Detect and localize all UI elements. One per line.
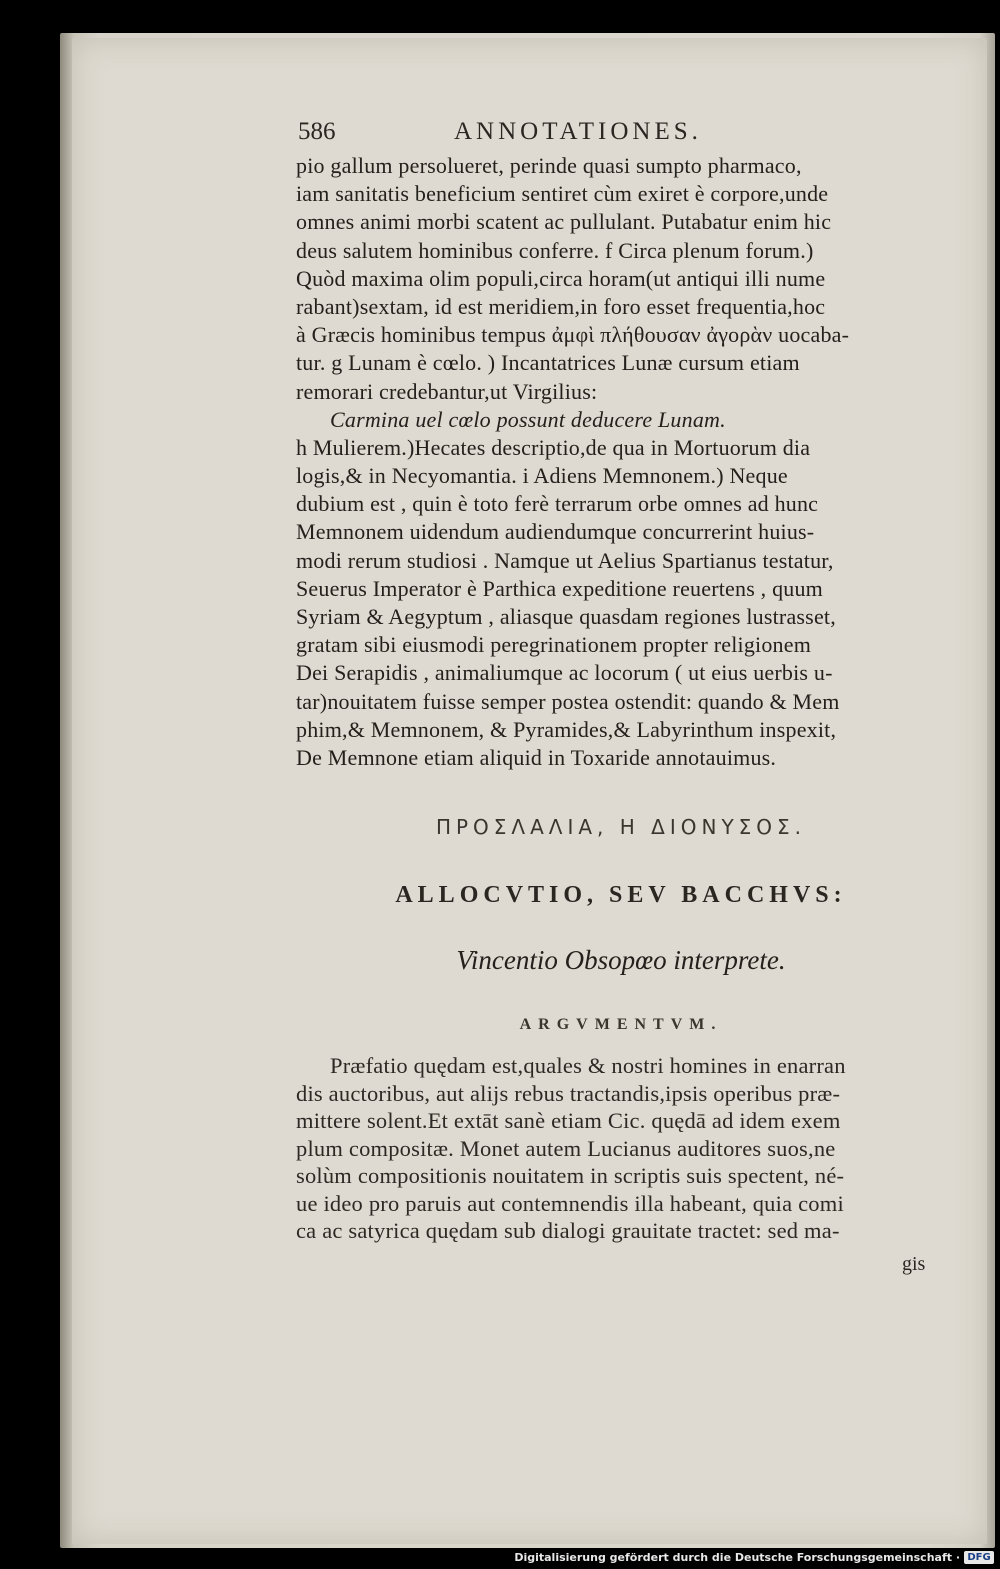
page-number: 586 (298, 118, 336, 145)
interpreter-line: Vincentio Obsopœo interprete. (456, 945, 786, 975)
annotation-text (296, 152, 946, 772)
latin-title: ALLOCVTIO, SEV BACCHVS: (395, 882, 847, 908)
text-line: deus salutem hominibus conferre. f Circa plenum forum.) (296, 237, 814, 263)
footer-bar (0, 1548, 1000, 1569)
text-line: ca ac satyrica quędam sub dialogi grauitate tractet: sed ma- (296, 1218, 840, 1243)
text-line: Memnonem uidendum audiendumque concurrerint huius- (296, 519, 815, 545)
text-line: iam sanitatis beneficium sentiret cùm exiret è corpore,unde (296, 181, 829, 207)
text-line: modi rerum studiosi . Namque ut Aelius Spartianus testatur, (296, 547, 834, 573)
dfg-logo: DFG (964, 1551, 994, 1564)
text-line: solùm compositionis nouitatem in scriptis suis spectent, né- (296, 1163, 845, 1188)
text-line: Quòd maxima olim populi,circa horam(ut antiqui illi nume (296, 265, 826, 291)
argumentum-heading: ARGVMENTVM. (519, 1016, 723, 1033)
text-line: remorari credebantur,ut Virgilius: (296, 378, 598, 404)
text-line: Seuerus Imperator è Parthica expeditione reuertens , quum (296, 575, 823, 601)
greek-title: ΠΡΟΣΛΑΛΙΑ, Η ΔΙΟΝΥΣΟΣ. (435, 815, 807, 839)
text-line: ue ideo pro paruis aut contemnendis illa habeant, quia comi (296, 1190, 844, 1216)
text-line: mittere solent.Et extāt sanè etiam Cic. quędā ad idem exem (296, 1108, 841, 1133)
text-line: Præfatio quędam est,quales & nostri homines in enarran (330, 1053, 846, 1078)
text-line: gratam sibi eiusmodi peregrinationem propter religionem (296, 632, 812, 658)
text-line: tur. g Lunam è cœlo. ) Incantatrices Lunæ cursum etiam (296, 350, 800, 376)
text-line: dubium est , quin è toto ferè terrarum orbe omnes ad hunc (296, 491, 819, 517)
running-head (298, 118, 798, 154)
text-line: plum compositæ. Monet autem Lucianus auditores suos,ne (296, 1135, 836, 1161)
text-line: h Mulierem.)Hecates descriptio,de qua in Mortuorum dia (296, 434, 811, 460)
text-line: phim,& Memnonem, & Pyramides,& Labyrinthum inspexit, (296, 716, 837, 742)
text-line: Dei Serapidis , animaliumque ac locorum ( ut eius uerbis u- (296, 660, 833, 686)
text-line: logis,& in Necyomantia. i Adiens Memnonem.) Neque (296, 463, 788, 489)
funding-credit: Digitalisierung gefördert durch die Deutsche Forschungsgemeinschaft · (514, 1551, 960, 1564)
text-line: Syriam & Aegyptum , aliasque quasdam regiones lustrasset, (296, 604, 836, 629)
text-line: pio gallum persolueret, perinde quasi sumpto pharmaco, (296, 153, 802, 178)
text-line: dis auctoribus, aut alijs rebus tractandis,ipsis operibus præ- (296, 1080, 841, 1106)
text-line: à Græcis hominibus tempus ἀμφὶ πλήθουσαν ἀγορὰν uocaba- (296, 322, 850, 348)
text-line: tar)nouitatem fuisse semper postea ostendit: quando & Mem (296, 688, 840, 714)
text-line: rabant)sextam, id est meridiem,in foro esset frequentia,hoc (296, 293, 826, 319)
catchword: gis (902, 1253, 926, 1275)
verse-quotation: Carmina uel cœlo possunt deducere Lunam. (330, 406, 726, 432)
argument-text (296, 1052, 946, 1245)
text-line: De Memnone etiam aliquid in Toxaride annotauimus. (296, 744, 777, 770)
running-head-title: ANNOTATIONES. (454, 118, 702, 145)
text-line: omnes animi morbi scatent ac pullulant. Putabatur enim hic (296, 209, 832, 235)
